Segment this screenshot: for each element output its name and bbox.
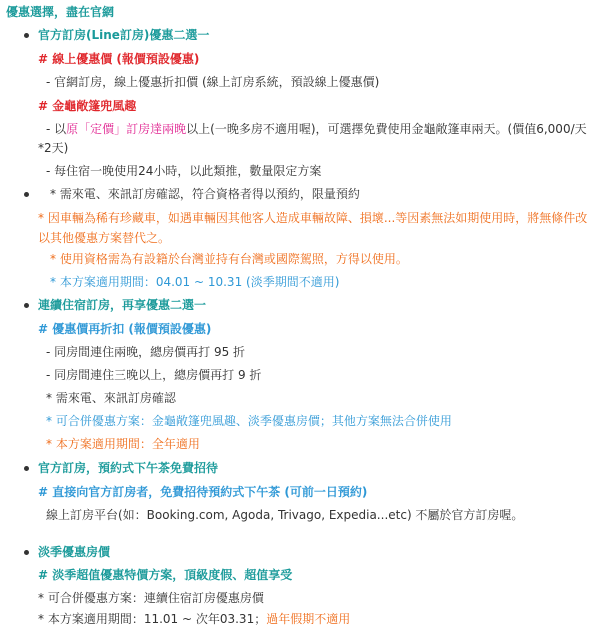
consecutive-confirm-note: * 需來電、來訊訂房確認 [46,391,176,405]
section-title-consecutive-stay: 連續住宿訂房，再享優惠二選一 [38,298,207,312]
bullet [24,192,29,197]
bullet [24,33,29,38]
section-title-off-season: 淡季優惠房價 [38,545,111,559]
option-beetle-ride-title: # 金龜敞篷兜風趣 [38,99,137,113]
consecutive-stay-sub: # 優惠價再折扣 (報價預設優惠) [38,322,212,336]
section-title-afternoon-tea: 官方訂房，預約式下午茶免費招待 [38,461,219,475]
consecutive-valid-period: * 本方案適用期間：全年適用 [46,437,200,451]
note-license-requirement: * 使用資格需為有設籍於台灣並持有台灣或國際駕照，方得以使用。 [50,252,408,266]
note-valid-period: * 本方案適用期間：04.01 ~ 10.31 (淡季期間不適用) [50,275,340,289]
off-season-valid-period: * 本方案適用期間：11.01 ~ 次年03.31；過年假期不適用 [38,612,351,626]
page-heading: 優惠選擇，盡在官網 [6,5,115,19]
bullet [24,303,29,308]
bullet [24,466,29,471]
option-beetle-ride-desc-cont: *2天) [38,141,69,155]
fixed-price-highlight: 原「定價」訂房達兩晚 [66,122,187,136]
option-online-price-desc: - 官網訂房，線上優惠折扣價 (線上訂房系統，預設線上優惠價) [46,75,380,89]
consecutive-three-nights: - 同房間連住三晚以上，總房價再打 9 折 [46,368,262,382]
consecutive-combinable-note: * 可合併優惠方案：金龜敞篷兜風趣、淡季優惠房價；其他方案無法合併使用 [46,414,452,428]
option-beetle-ride-desc: - 以原「定價」訂房達兩晚以上(一晚多房不適用喔)，可選擇免費使用金龜敞篷車兩天。(價值6,000/天 [46,122,587,136]
afternoon-tea-sub: # 直接向官方訂房者，免費招待預約式下午茶 (可前一日預約) [38,485,368,499]
bullet [24,550,29,555]
off-season-sub: # 淡季超值優惠特價方案，頂級度假、超值享受 [38,568,293,582]
option-online-price-title: # 線上優惠價 (報價預設優惠) [38,52,200,66]
section-title-official-booking: 官方訂房(Line訂房)優惠二選一 [38,28,210,42]
note-booking-confirm: * 需來電、來訊訂房確認，符合資格者得以預約，限量預約 [50,187,360,201]
off-season-combinable: * 可合併優惠方案：連續住宿訂房優惠房價 [38,591,264,605]
option-beetle-ride-rule: - 每住宿一晚使用24小時，以此類推，數量限定方案 [46,164,322,178]
holiday-exclusion: 過年假期不適用 [266,612,351,626]
note-vehicle-substitution: * 因車輛為稀有珍藏車，如遇車輛因其他客人造成車輛故障、損壞...等因素無法如期使用時，將無條件改以其他優惠方案替代之。 [38,211,588,245]
consecutive-two-nights: - 同房間連住兩晚，總房價再打 95 折 [46,345,246,359]
afternoon-tea-note: 線上訂房平台(如：Booking.com, Agoda, Trivago, Expedia...etc) 不屬於官方訂房喔。 [46,508,524,522]
